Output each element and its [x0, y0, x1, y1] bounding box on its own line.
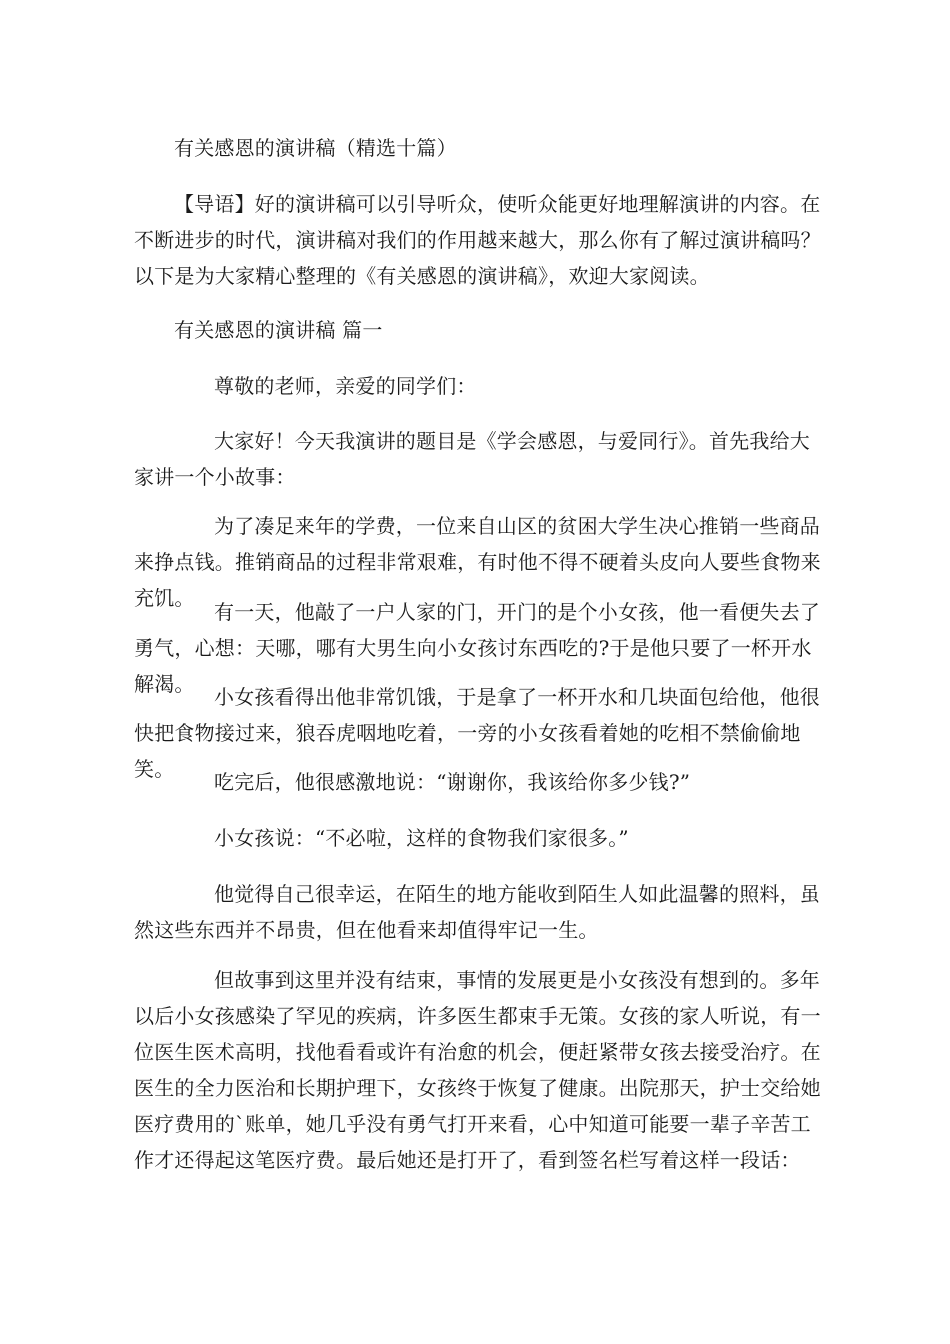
paragraph-story-1: 为了凑足来年的学费，一位来自山区的贫困大学生决心推销一些商品来挣点钱。推销商品的过程非常艰难，有时他不得不硬着头皮向人要些食物来充饥。 [134, 514, 821, 610]
paragraph-story-5: 小女孩说：“不必啦，这样的食物我们家很多。” [214, 826, 629, 850]
paragraph-story-2: 有一天，他敲了一户人家的门，开门的是个小女孩，他一看便失去了勇气，心想：天哪，哪有大男生向小女孩讨东西吃的?于是他只要了一杯开水解渴。 [134, 600, 820, 696]
intro-paragraph: 【导语】好的演讲稿可以引导听众，使听众能更好地理解演讲的内容。在不断进步的时代，演讲稿对我们的作用越来越大，那么你有了解过演讲稿吗？以下是为大家精心整理的《有关感恩的演讲稿》，欢迎大家阅读。 [134, 192, 821, 288]
paragraph-story-6: 他觉得自己很幸运，在陌生的地方能收到陌生人如此温馨的照料，虽然这些东西并不昂贵，但在他看来却值得牢记一生。 [134, 882, 820, 942]
paragraph-story-3: 小女孩看得出他非常饥饿，于是拿了一杯开水和几块面包给他，他很快把食物接过来，狼吞虎咽地吃着，一旁的小女孩看着她的吃相不禁偷偷地笑。 [134, 685, 820, 781]
section-heading: 有关感恩的演讲稿 篇一 [174, 318, 383, 342]
document-title: 有关感恩的演讲稿（精选十篇） [174, 136, 457, 160]
paragraph-salutation: 尊敬的老师，亲爱的同学们： [214, 374, 477, 398]
paragraph-story-4: 吃完后，他很感激地说：“谢谢你，我该给你多少钱?” [214, 770, 691, 794]
paragraph-story-7: 但故事到这里并没有结束，事情的发展更是小女孩没有想到的。多年以后小女孩感染了罕见的疾病，许多医生都束手无策。女孩的家人听说，有一位医生医术高明，找他看看或许有治愈的机会，便赶紧带女孩去接受治疗。在医生的全力医治和长期护理下，女孩终于恢复了健康。出院那天，护士交给她医疗费用的`账单，她几乎没有勇气打开来看，心中知道可能要一辈子辛苦工作才还得起这笔医疗费。最后她还是打开了，看到签名栏写着这样一段话： [134, 968, 821, 1172]
paragraph-greeting: 大家好！今天我演讲的题目是《学会感恩，与爱同行》。首先我给大家讲一个小故事： [134, 429, 810, 489]
